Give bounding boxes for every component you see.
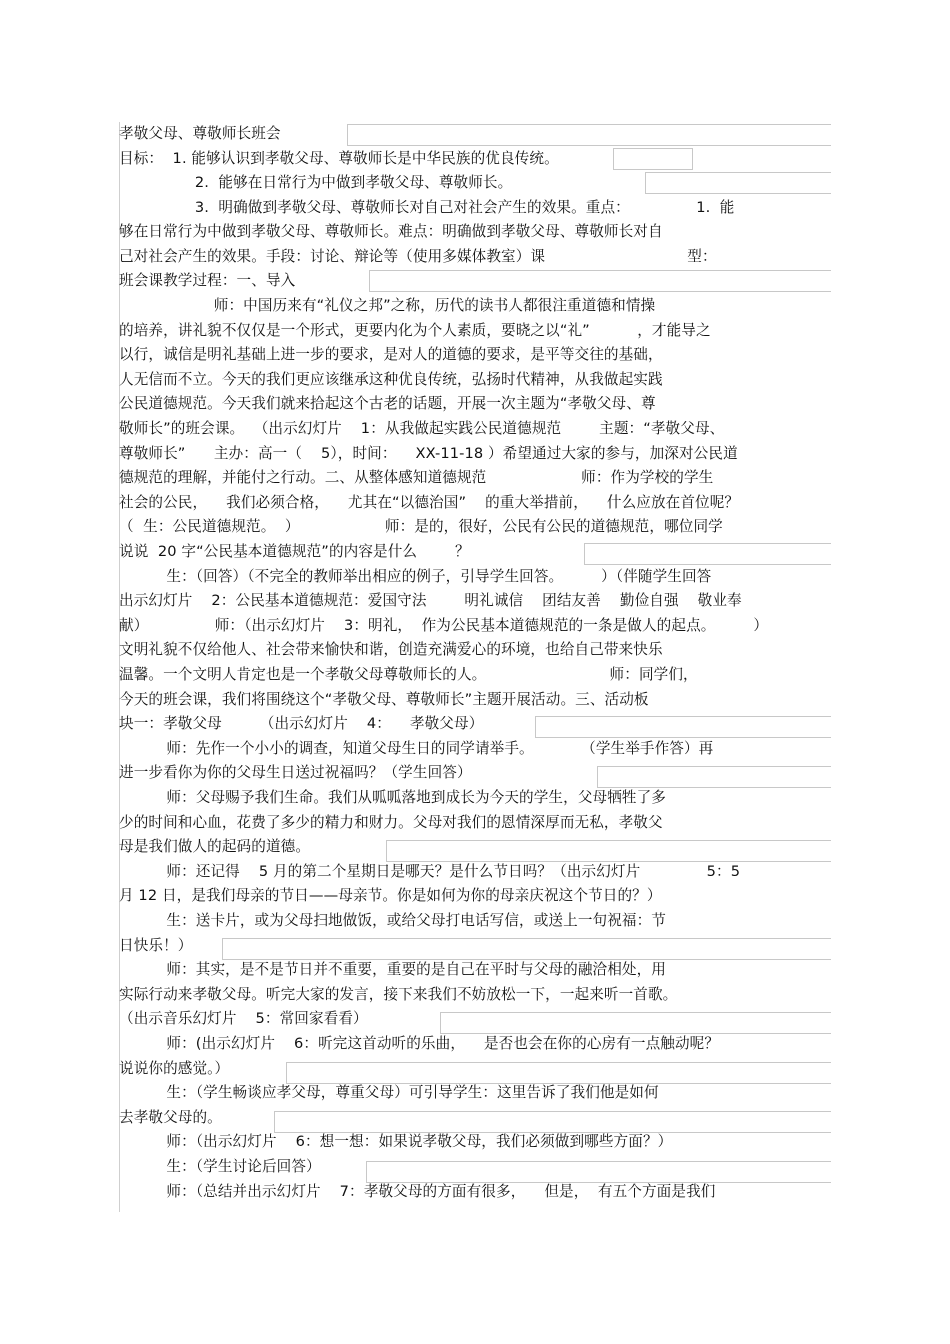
text-line: 班会课教学过程：一、导入 xyxy=(119,272,296,289)
text-line: 德规范的理解，并能付之行动。二、从整体感知道德规范 师：作为学校的学生 xyxy=(119,469,714,486)
text-line: 师：其实，是不是节日并不重要，重要的是自己在平时与父母的融洽相处，用 xyxy=(119,961,666,978)
text-line: （ 生：公民道德规范。 ） 师：是的，很好，公民有公民的道德规范，哪位同学 xyxy=(119,518,723,535)
text-line: 的培养，讲礼貌不仅仅是一个形式，更要内化为个人素质，要晓之以“礼” ，才能导之 xyxy=(119,322,711,339)
text-line: 出示幻灯片 2：公民基本道德规范：爱国守法 明礼诚信 团结友善 勤俭自强 敬业奉 xyxy=(119,592,742,609)
text-line: 进一步看你为你的父母生日送过祝福吗？（学生回答） xyxy=(119,764,472,781)
text-line: 以行，诚信是明礼基础上进一步的要求，是对人的道德的要求，是平等交往的基础， xyxy=(119,346,663,363)
text-line: 温馨。一个文明人肯定也是一个孝敬父母尊敬师长的人。 师：同学们， xyxy=(119,666,698,683)
text-line: 师：先作一个小小的调查，知道父母生日的同学请举手。 （学生举手作答）再 xyxy=(119,740,714,757)
text-line: 敬师长”的班会课。 （出示幻灯片 1：从我做起实践公民道德规范 主题：“孝敬父母、 xyxy=(119,420,725,437)
text-line: 献） 师：（出示幻灯片 3：明礼， 作为公民基本道德规范的一条是做人的起点。 ） xyxy=(119,617,769,634)
text-line: 文明礼貌不仅给他人、社会带来愉快和谐，创造充满爱心的环境，也给自己带来快乐 xyxy=(119,641,663,658)
text-line: 够在日常行为中做到孝敬父母、尊敬师长。难点：明确做到孝敬父母、尊敬师长对自 xyxy=(119,223,663,240)
text-line: 3. 明确做到孝敬父母、尊敬师长对自己对社会产生的效果。重点： 1. 能 xyxy=(119,199,735,216)
text-line: 尊敬师长” 主办：高一（ 5），时间： XX-11-18 ）希望通过大家的参与，加深对公民道 xyxy=(119,445,738,462)
text-line: 今天的班会课，我们将围绕这个“孝敬父母、尊敬师长”主题开展活动。三、活动板 xyxy=(119,691,649,708)
text-line: 2. 能够在日常行为中做到孝敬父母、尊敬师长。 xyxy=(119,174,513,191)
text-line: 日快乐！） xyxy=(119,937,193,954)
text-line: 实际行动来孝敬父母。听完大家的发言，接下来我们不妨放松一下，一起来听一首歌。 xyxy=(119,986,678,1003)
text-line: 人无信而不立。今天的我们更应该继承这种优良传统，弘扬时代精神，从我做起实践 xyxy=(119,371,663,388)
text-line: 说说 20 字“公民基本道德规范”的内容是什么 ？ xyxy=(119,543,470,560)
text-line: 生：（学生讨论后回答） xyxy=(119,1158,321,1175)
text-line: 师：中国历来有“礼仪之邦”之称，历代的读书人都很注重道德和情操 xyxy=(119,297,656,314)
text-line: 社会的公民， 我们必须合格， 尤其在“以德治国” 的重大举措前， 什么应放在首位呢？ xyxy=(119,494,740,511)
text-line: 公民道德规范。今天我们就来拾起这个古老的话题，开展一次主题为“孝敬父母、尊 xyxy=(119,395,656,412)
text-line: 母是我们做人的起码的道德。 xyxy=(119,838,311,855)
doc-title: 孝敬父母、尊敬师长班会 xyxy=(119,125,281,142)
text-line: 目标： 1. 能够认识到孝敬父母、尊敬师长是中华民族的优良传统。 xyxy=(119,150,559,167)
text-line: 少的时间和心血，花费了多少的精力和财力。父母对我们的恩情深厚而无私，孝敬父 xyxy=(119,814,663,831)
text-line: 师：(出示幻灯片 6：听完这首动听的乐曲， 是否也会在你的心房有一点触动呢？ xyxy=(119,1035,720,1052)
text-line: 己对社会产生的效果。手段：讨论、辩论等（使用多媒体教室）课 型： xyxy=(119,248,717,265)
text-line: 师：父母赐予我们生命。我们从呱呱落地到成长为今天的学生，父母牺牲了多 xyxy=(119,789,666,806)
text-line: 生：（回答）（不完全的教师举出相应的例子，引导学生回答。 ）（伴随学生回答 xyxy=(119,568,712,585)
text-line: 去孝敬父母的。 xyxy=(119,1109,222,1126)
text-line: （出示音乐幻灯片 5：常回家看看） xyxy=(119,1010,368,1027)
text-line: 生：（学生畅谈应孝父母，尊重父母）可引导学生：这里告诉了我们他是如何 xyxy=(119,1084,659,1101)
text-line: 师：还记得 5 月的第二个星期日是哪天？是什么节日吗？（出示幻灯片 5：5 xyxy=(119,863,741,880)
text-line: 师：（总结并出示幻灯片 7：孝敬父母的方面有很多， 但是， 有五个方面是我们 xyxy=(119,1183,716,1200)
text-line: 师：（出示幻灯片 6：想一想：如果说孝敬父母，我们必须做到哪些方面？） xyxy=(119,1133,673,1150)
text-line: 块一：孝敬父母 （出示幻灯片 4： 孝敬父母） xyxy=(119,715,484,732)
text-line: 月 12 日，是我们母亲的节日——母亲节。你是如何为你的母亲庆祝这个节日的？） xyxy=(119,887,662,904)
text-line: 生：送卡片，或为父母扫地做饭，或给父母打电话写信，或送上一句祝福：节 xyxy=(119,912,666,929)
text-line: 说说你的感觉。） xyxy=(119,1060,230,1077)
